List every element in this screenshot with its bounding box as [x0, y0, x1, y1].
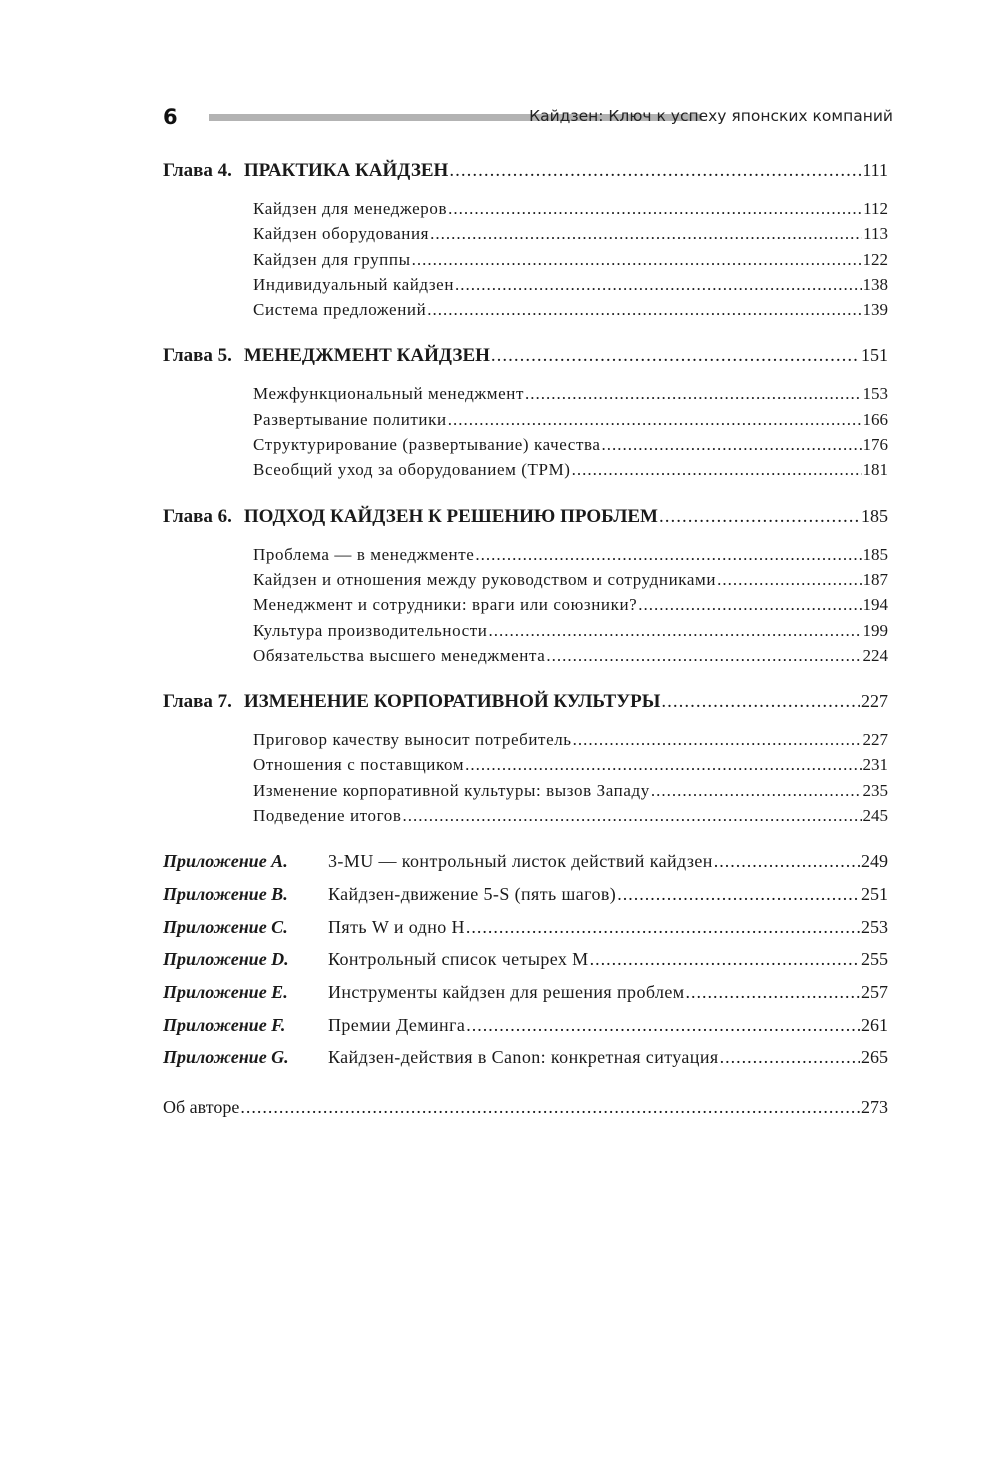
dot-leader	[466, 1015, 860, 1036]
appendix-entry	[163, 884, 888, 917]
dot-leader	[686, 982, 860, 1003]
dot-leader	[455, 275, 861, 295]
section-page: 138	[862, 274, 888, 294]
chapter-page: 151	[861, 345, 888, 366]
appendix-label: Приложение D.	[163, 949, 289, 970]
appendix-label: Приложение A.	[163, 851, 288, 872]
appendix-page: 265	[861, 1047, 888, 1068]
dot-leader	[475, 545, 861, 565]
table-of-contents	[163, 160, 888, 1127]
section-title: Межфункциональный менеджмент	[253, 384, 524, 404]
dot-leader	[602, 435, 862, 455]
chapter-title: ПРАКТИКА КАЙДЗЕН	[243, 160, 449, 181]
appendix-entry	[163, 1015, 888, 1048]
dot-leader	[717, 570, 861, 590]
toc-section	[253, 646, 888, 671]
section-title: Кайдзен и отношения между руководством и сотрудниками	[253, 569, 717, 589]
appendix-label: Приложение G.	[163, 1047, 289, 1068]
appendix-title: Кайдзен-действия в Canon: конкретная ситуация	[328, 1047, 719, 1068]
toc-section	[253, 545, 888, 570]
section-title: Система предложений	[253, 300, 427, 320]
section-page: 153	[862, 384, 888, 404]
appendix-label: Приложение F.	[163, 1014, 286, 1035]
section-title: Подведение итогов	[253, 806, 402, 826]
dot-leader	[430, 224, 862, 244]
appendices-list	[163, 851, 888, 1080]
dot-leader	[427, 300, 861, 320]
dot-leader	[489, 621, 862, 641]
toc-section	[253, 730, 888, 755]
section-page: 112	[863, 199, 888, 218]
section-page: 122	[862, 249, 888, 269]
dot-leader	[638, 595, 861, 615]
section-title: Развертывание политики	[253, 409, 447, 429]
chapter-label: Глава 5.	[163, 345, 232, 367]
about-author-page: 273	[861, 1097, 888, 1118]
dot-leader	[466, 917, 860, 938]
appendix-entry	[163, 1047, 888, 1080]
section-page: 187	[862, 569, 888, 589]
appendix-label: Приложение E.	[163, 982, 288, 1003]
section-title: Всеобщий уход за оборудованием (TPM)	[253, 460, 571, 480]
chapter-label: Глава 4.	[163, 160, 232, 181]
section-page: 113	[863, 224, 888, 244]
chapter-page: 185	[861, 505, 888, 526]
chapter-label: Глава 7.	[163, 691, 232, 713]
section-page: 224	[862, 645, 888, 665]
toc-section	[253, 595, 888, 620]
section-title: Кайдзен для группы	[253, 249, 411, 269]
dot-leader	[525, 384, 862, 404]
section-page: 176	[862, 435, 888, 455]
section-page: 231	[862, 755, 888, 775]
appendix-entry	[163, 851, 888, 884]
about-author-entry	[163, 1097, 888, 1127]
chapter-title: ИЗМЕНЕНИЕ КОРПОРАТИВНОЙ КУЛЬТУРЫ	[243, 691, 661, 713]
section-title: Кайдзен оборудования	[253, 224, 430, 244]
chapter-6-entry	[163, 506, 888, 540]
chapter-4-sections	[253, 199, 888, 325]
section-title: Обязательства высшего менеджмента	[253, 645, 546, 665]
chapter-7-entry	[163, 691, 888, 725]
dot-leader	[617, 884, 860, 905]
section-title: Кайдзен для менеджеров	[253, 199, 448, 218]
running-header	[163, 103, 893, 131]
appendix-title: 3-MU — контрольный листок действий кайдзен	[328, 851, 713, 872]
chapter-6-sections	[253, 545, 888, 671]
section-title: Структурирование (развертывание) качества	[253, 435, 601, 455]
toc-section	[253, 460, 888, 485]
appendix-page: 261	[861, 1014, 888, 1035]
toc-section	[253, 570, 888, 595]
chapter-4-entry	[163, 160, 888, 194]
section-title: Отношения с поставщиком	[253, 755, 465, 775]
appendix-label: Приложение B.	[163, 884, 288, 905]
section-title: Приговор качеству выносит потребитель	[253, 730, 572, 750]
book-title: Кайдзен: Ключ к успеху японских компаний	[529, 107, 893, 125]
dot-leader	[590, 949, 860, 970]
toc-section	[253, 435, 888, 460]
appendix-page: 255	[861, 949, 888, 970]
section-page: 227	[862, 730, 888, 750]
chapter-5-entry	[163, 345, 888, 379]
dot-leader	[714, 851, 860, 872]
section-title: Культура производительности	[253, 620, 488, 640]
chapter-7-sections	[253, 730, 888, 831]
chapter-page: 111	[862, 160, 888, 180]
dot-leader	[412, 250, 862, 270]
section-page: 245	[862, 806, 888, 826]
chapter-5-sections	[253, 384, 888, 485]
section-page: 194	[862, 595, 888, 615]
dot-leader	[720, 1047, 860, 1068]
appendix-title: Кайдзен-движение 5-S (пять шагов)	[328, 884, 617, 905]
dot-leader	[572, 460, 862, 480]
chapter-title: ПОДХОД КАЙДЗЕН К РЕШЕНИЮ ПРОБЛЕМ	[243, 505, 658, 527]
section-title: Проблема — в менеджменте	[253, 544, 475, 564]
section-title: Индивидуальный кайдзен	[253, 274, 455, 294]
appendix-entry	[163, 982, 888, 1015]
dot-leader	[449, 160, 861, 182]
toc-section	[253, 806, 888, 831]
chapter-label: Глава 6.	[163, 505, 232, 527]
dot-leader	[546, 646, 861, 666]
dot-leader	[573, 730, 862, 750]
toc-section	[253, 781, 888, 806]
dot-leader	[465, 755, 861, 775]
toc-section	[253, 224, 888, 249]
about-author-title: Об авторе	[163, 1097, 240, 1118]
section-title: Изменение корпоративной культуры: вызов Западу	[253, 780, 650, 800]
appendix-title: Контрольный список четырех M	[328, 949, 589, 970]
appendix-title: Премии Деминга	[328, 1014, 466, 1035]
section-page: 199	[862, 620, 888, 640]
toc-section	[253, 384, 888, 409]
section-page: 181	[862, 460, 888, 480]
section-page: 235	[862, 780, 888, 800]
appendix-title: Инструменты кайдзен для решения проблем	[328, 982, 685, 1003]
toc-section	[253, 199, 888, 224]
dot-leader	[651, 781, 862, 801]
toc-section	[253, 410, 888, 435]
dot-leader	[402, 806, 861, 826]
appendix-page: 257	[861, 982, 888, 1003]
appendix-entry	[163, 949, 888, 982]
dot-leader	[491, 345, 860, 367]
dot-leader	[448, 199, 862, 219]
dot-leader	[661, 691, 860, 713]
dot-leader	[659, 506, 860, 528]
dot-leader	[240, 1097, 860, 1118]
toc-section	[253, 250, 888, 275]
chapter-page: 227	[861, 691, 888, 712]
appendix-entry	[163, 917, 888, 950]
appendix-title: Пять W и одно H	[328, 916, 465, 937]
section-page: 185	[862, 544, 888, 564]
toc-section	[253, 300, 888, 325]
section-page: 166	[862, 409, 888, 429]
toc-section	[253, 621, 888, 646]
appendix-page: 251	[861, 884, 888, 905]
page-number: 6	[163, 105, 178, 129]
appendix-page: 249	[861, 851, 888, 872]
toc-section	[253, 755, 888, 780]
section-page: 139	[862, 300, 888, 320]
chapter-title: МЕНЕДЖМЕНТ КАЙДЗЕН	[243, 345, 490, 367]
section-title: Менеджмент и сотрудники: враги или союзники?	[253, 595, 638, 615]
toc-section	[253, 275, 888, 300]
dot-leader	[448, 410, 862, 430]
appendix-label: Приложение C.	[163, 916, 288, 937]
appendix-page: 253	[861, 916, 888, 937]
